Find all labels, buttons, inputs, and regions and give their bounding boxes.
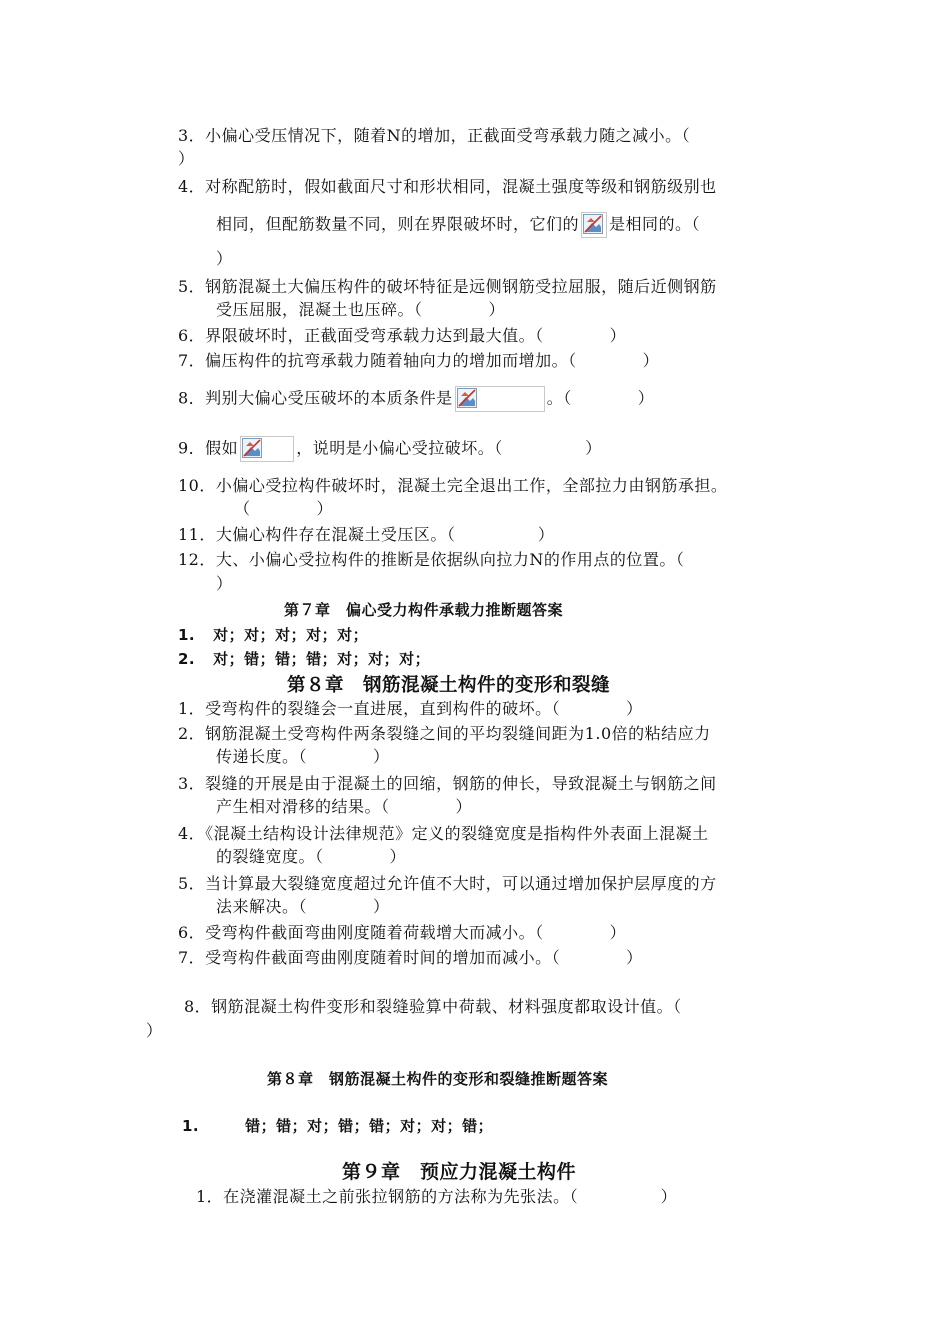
ch7-q4-line2 [216,212,700,238]
answer-number: 2. [178,650,196,668]
ch7-q4-text-b: 是相同的。（ [609,214,701,234]
ch8-q5-line2: 法来解决。（ ） [216,897,390,916]
ch8-q2-line1: 2．钢筋混凝土受弯构件两条裂缝之间的平均裂缝间距为1.0倍的粘结应力 [178,724,711,743]
ch8-q4-line2: 的裂缝宽度。（ ） [216,847,407,866]
ch7-q9 [178,436,602,462]
ch9-q1: 1．在浇灌混凝土之前张拉钢筋的方法称为先张法。（ ） [196,1187,678,1206]
ch7-q10-line1: 10．小偏心受拉构件破坏时，混凝土完全退出工作，全部拉力由钢筋承担。 [178,476,728,495]
ch8-answer-1 [182,1115,493,1137]
ch8-q2-line2: 传递长度。（ ） [216,747,390,766]
answer-number: 1. [182,1117,200,1135]
ch8-q5-line1: 5．当计算最大裂缝宽度超过允许值不大时，可以通过增加保护层厚度的方 [178,874,717,893]
ch8-q4-line1: 4．《混凝土结构设计法律规范》定义的裂缝宽度是指构件外表面上混凝土 [178,824,709,843]
ch8-title: 第８章 钢筋混凝土构件的变形和裂缝 [287,675,611,696]
ch9-title: 第９章 预应力混凝土构件 [342,1161,577,1183]
ch7-q9-text-b: ，说明是小偏心受拉破坏。（ ） [296,438,602,458]
ch8-q8-line2: ） [146,1021,163,1040]
answer-text: 错；错；对；错；错；对；对；错； [245,1117,494,1135]
ch8-q3-line2: 产生相对滑移的结果。（ ） [216,797,473,816]
ch7-q4-line1: 4．对称配筋时，假如截面尺寸和形状相同，混凝土强度等级和钢筋级别也 [178,177,717,196]
ch7-answer-1 [178,624,368,646]
ch7-q5-line2: 受压屈服，混凝土也压碎。（ ） [216,300,506,319]
ch8-q1: 1．受弯构件的裂缝会一直进展，直到构件的破坏。（ ） [178,699,643,718]
answer-text: 对；对；对；对；对； [213,626,369,644]
ch7-answer-2 [178,648,430,670]
ch7-q8 [178,386,654,412]
ch7-q6: 6．界限破坏时，正截面受弯承载力达到最大值。（ ） [178,326,627,345]
ch7-q9-text-a: 9．假如 [178,438,239,458]
ch7-q8-text-b: 。（ ） [546,388,655,408]
ch7-q12-line1: 12．大、小偏心受拉构件的推断是依据纵向拉力N的作用点的位置。（ [178,550,685,569]
ch7-q11: 11．大偏心构件存在混凝土受压区。（ ） [178,525,555,544]
ch8-q6: 6．受弯构件截面弯曲刚度随着荷载增大而减小。（ ） [178,923,627,942]
ch7-answer-title: 第７章 偏心受力构件承载力推断题答案 [284,601,564,619]
ch8-q3-line1: 3．裂缝的开展是由于混凝土的回缩，钢筋的伸长，导致混凝土与钢筋之间 [178,774,717,793]
ch7-q3-line1: 3．小偏心受压情况下，随着N的增加，正截面受弯承载力随之减小。（ [178,126,691,145]
ch7-q4-text-a: 相同，但配筋数量不同，则在界限破坏时，它们的 [216,214,580,234]
ch7-q12-line2: ） [216,574,233,593]
ch8-answer-title: 第８章 钢筋混凝土构件的变形和裂缝推断题答案 [267,1070,609,1088]
ch7-q5-line1: 5．钢筋混凝土大偏压构件的破坏特征是远侧钢筋受拉屈服，随后近侧钢筋 [178,277,717,296]
ch8-q8-line1: 8．钢筋混凝土构件变形和裂缝验算中荷载、材料强度都取设计值。（ [184,997,682,1016]
formula-image-icon [581,212,607,238]
ch7-q10-line2: （ ） [234,499,334,518]
ch8-q7: 7．受弯构件截面弯曲刚度随着时间的增加而减小。（ ） [178,948,643,967]
ch7-q8-text-a: 8．判别大偏心受压破坏的本质条件是 [178,388,453,408]
formula-image-icon [455,386,545,412]
ch7-q4-line3: ） [216,249,233,268]
ch7-q7: 7．偏压构件的抗弯承载力随着轴向力的增加而增加。（ ） [178,351,660,370]
ch7-q3-line2: ） [178,149,195,168]
formula-image-icon [240,436,294,462]
answer-text: 对；错；错；错；对；对；对； [213,650,431,668]
answer-number: 1. [178,626,196,644]
